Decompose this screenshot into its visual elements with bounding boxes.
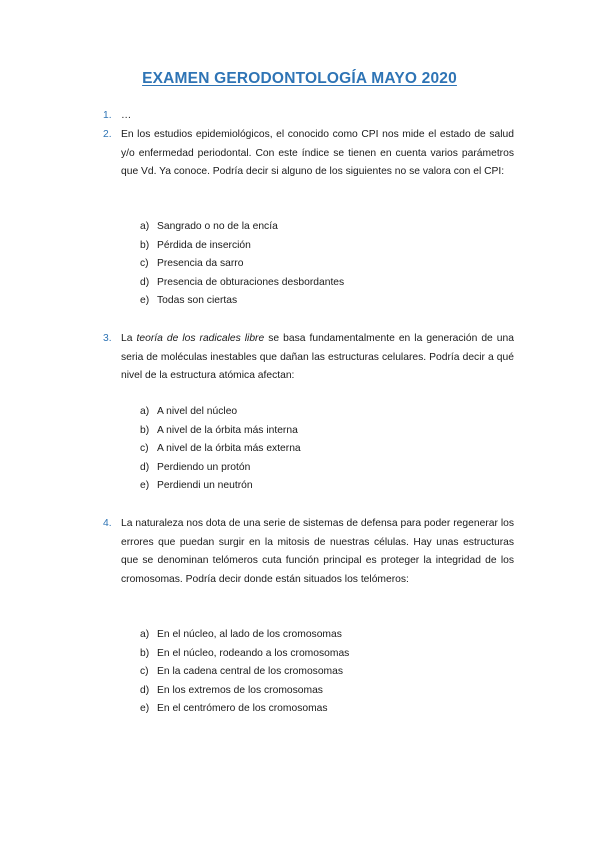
question-text — [121, 330, 514, 386]
answer-option — [140, 682, 349, 701]
question-text: En los estudios epidemiológicos, el conocido como CPI nos mide el estado de salud y/o enfermedad periodontal. Con este índice se tienen en cuenta varios parámetros que Vd. Ya conoce. Podría decir si alguno de los siguientes no se valora con el CPI: — [121, 129, 514, 178]
option-letter: e) — [140, 703, 150, 715]
question-text-rest: se basa fundamentalmente en la generación de una seria de moléculas inestables que dañan las estructuras celulares. Podría decir a qué nivel de la estructura atómica afectan: — [121, 333, 514, 382]
option-text: A nivel de la órbita más interna — [157, 424, 298, 436]
question-4 — [103, 515, 514, 589]
option-letter: a) — [140, 629, 150, 640]
answer-option — [140, 440, 301, 459]
option-text: Todas son ciertas — [157, 295, 238, 307]
option-letter: e) — [140, 295, 150, 307]
option-letter: d) — [140, 461, 150, 473]
answer-option — [140, 274, 344, 293]
answer-option — [140, 218, 344, 237]
option-text: Presencia da sarro — [157, 258, 244, 270]
answer-option — [140, 477, 301, 496]
option-letter: b) — [140, 239, 150, 251]
option-letter: c) — [140, 443, 149, 455]
question-4-options — [140, 626, 349, 719]
option-text: A nivel del núcleo — [157, 406, 238, 417]
option-text: Perdiendi un neutrón — [157, 480, 253, 492]
option-text: Sangrado o no de la encía — [157, 221, 278, 232]
option-text: Presencia de obturaciones desbordantes — [157, 276, 345, 288]
option-letter: d) — [140, 276, 150, 288]
option-letter: e) — [140, 480, 150, 492]
option-letter: b) — [140, 424, 150, 436]
question-text-italic: teoría de los radicales libre — [136, 333, 265, 344]
option-text: Pérdida de inserción — [157, 239, 251, 251]
option-text: En el núcleo, rodeando a los cromosomas — [157, 647, 350, 659]
question-number: 3. — [103, 333, 112, 344]
answer-option — [140, 422, 301, 441]
option-letter: a) — [140, 221, 150, 232]
page-title — [0, 70, 599, 88]
option-text: En los extremos de los cromosomas — [157, 684, 323, 696]
answer-option — [140, 255, 344, 274]
option-letter: c) — [140, 666, 149, 678]
answer-option — [140, 626, 349, 645]
question-2-options — [140, 218, 344, 311]
question-3-options — [140, 403, 301, 496]
page-title-text: EXAMEN GERODONTOLOGÍA MAYO 2020 — [142, 70, 457, 87]
answer-option — [140, 237, 344, 256]
answer-option — [140, 645, 349, 664]
question-text-prefix: La — [121, 333, 133, 344]
question-number: 4. — [103, 518, 112, 529]
option-text: En el centrómero de los cromosomas — [157, 703, 328, 715]
option-text: En la cadena central de los cromosomas — [157, 666, 344, 678]
option-letter: d) — [140, 684, 150, 696]
option-letter: b) — [140, 647, 150, 659]
question-text: La naturaleza nos dota de una serie de sistemas de defensa para poder regenerar los errores que puedan surgir en la mitosis de nuestras células. Hay unas estructuras que se denominan telómeros cuta función principal es proteger la integridad de los cromosomas. Podría decir donde están situados los telómeros: — [121, 518, 514, 585]
answer-option — [140, 700, 349, 719]
question-3 — [103, 330, 514, 386]
answer-option — [140, 292, 344, 311]
answer-option — [140, 403, 301, 422]
question-1 — [103, 107, 514, 126]
option-text: Perdiendo un protón — [157, 461, 251, 473]
question-number: 1. — [103, 110, 112, 121]
option-letter: c) — [140, 258, 149, 270]
option-text: En el núcleo, al lado de los cromosomas — [157, 629, 342, 640]
option-letter: a) — [140, 406, 150, 417]
question-2 — [103, 126, 514, 182]
question-number: 2. — [103, 129, 112, 140]
answer-option — [140, 459, 301, 478]
question-text: … — [121, 110, 132, 121]
answer-option — [140, 663, 349, 682]
option-text: A nivel de la órbita más externa — [157, 443, 301, 455]
